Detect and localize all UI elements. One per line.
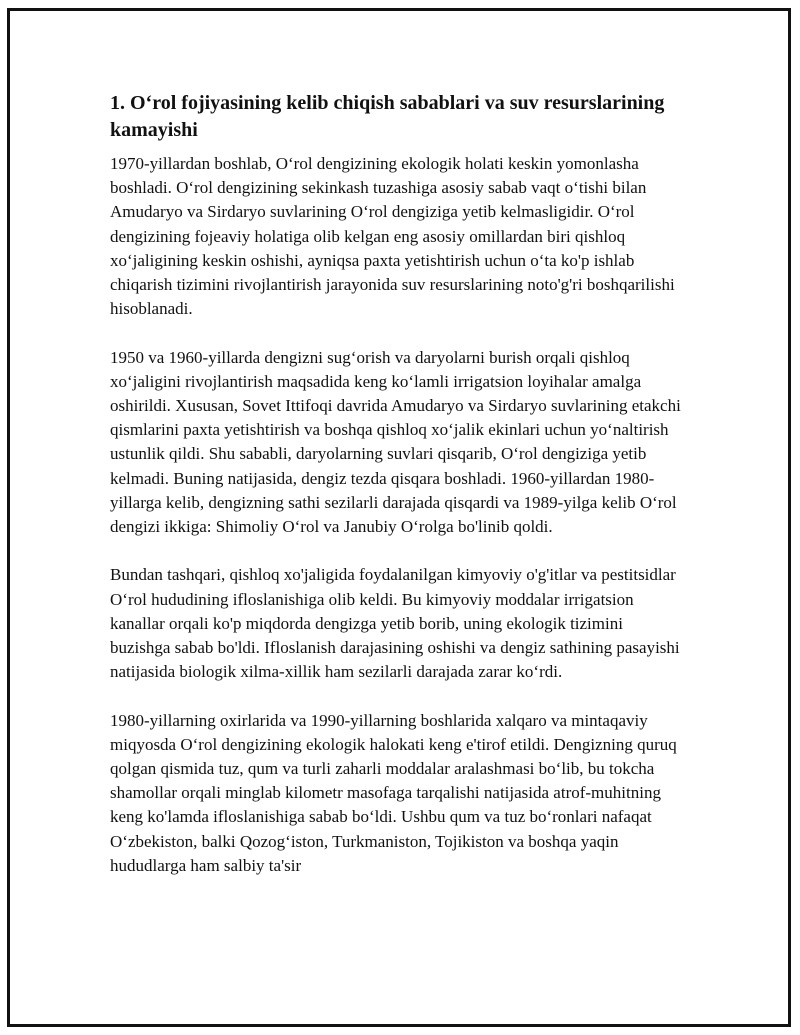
document-body	[110, 87, 685, 902]
section-heading: 1. O‘rol fojiyasining kelib chiqish sabablari va suv resurslarining kamayishi	[110, 92, 665, 141]
paragraph: 1950 va 1960-yillarda dengizni sug‘orish va daryolarni burish orqali qishloq xo‘jaligini rivojlantirish maqsadida keng ko‘lamli irrigatsion loyihalar amalga oshirildi. Xususan, Sovet Ittifoqi davrida Amudaryo va Sirdaryo suvlarining etakchi qismlarini paxta yetishtirish va boshqa qishloq xo‘jalik ekinlari uchun yo‘naltirish ustunlik qildi. Shu sababli, daryolarning suvlari qisqarib, O‘rol dengiziga yetib kelmadi. Buning natijasida, dengiz tezda qisqara boshladi. 1960-yillardan 1980-yillarga kelib, dengizning sathi sezilarli darajada qisqardi va 1989-yilga kelib O‘rol dengizi ikkiga: Shimoliy O‘rol va Janubiy O‘rolga bo'linib qoldi.	[110, 347, 681, 537]
paragraph: Bundan tashqari, qishloq xo'jaligida foydalanilgan kimyoviy o'g'itlar va pestitsidlar O‘rol hududining ifloslanishiga olib keldi. Bu kimyoviy moddalar irrigatsion kanallar orqali ko'p miqdorda dengizga yetib borib, uning ekologik tizimini buzishga sabab bo'ldi. Ifloslanish darajasining oshishi va dengiz sathining pasayishi natijasida biologik xilma-xillik ham sezilarli darajada zarar ko‘rdi.	[110, 565, 680, 682]
paragraph: 1980-yillarning oxirlarida va 1990-yillarning boshlarida xalqaro va mintaqaviy miqyosda O‘rol dengizining ekologik halokati keng e'tirof etildi. Dengizning quruq qolgan qismida tuz, qum va turli zaharli moddalar aralashmasi bo‘lib, bu tokcha shamollar orqali minglab kilometr masofaga tarqalishi natijasida atrof-muhitning keng ko'lamda ifloslanishiga sabab bo‘ldi. Ushbu qum va tuz bo‘ronlari nafaqat O‘zbekiston, balki Qozog‘iston, Turkmaniston, Tojikiston va boshqa yaqin hududlarga ham salbiy ta'sir	[110, 710, 677, 875]
paragraph: 1970-yillardan boshlab, O‘rol dengizining ekologik holati keskin yomonlasha boshladi. O‘rol dengizining sekinkash tuzashiga asosiy sabab vaqt o‘tishi bilan Amudaryo va Sirdaryo suvlarining O‘rol dengiziga yetib kelmasligidir. O‘rol dengizining fojeaviy holatiga olib kelgan eng asosiy omillardan biri qishloq xo‘jaligining keskin oshishi, ayniqsa paxta yetishtirish uchun o‘ta ko'p ishlab chiqarish tizimini rivojlantirish jarayonida suv resurslarining noto'g'ri boshqarilishi hisoblanadi.	[110, 154, 675, 319]
